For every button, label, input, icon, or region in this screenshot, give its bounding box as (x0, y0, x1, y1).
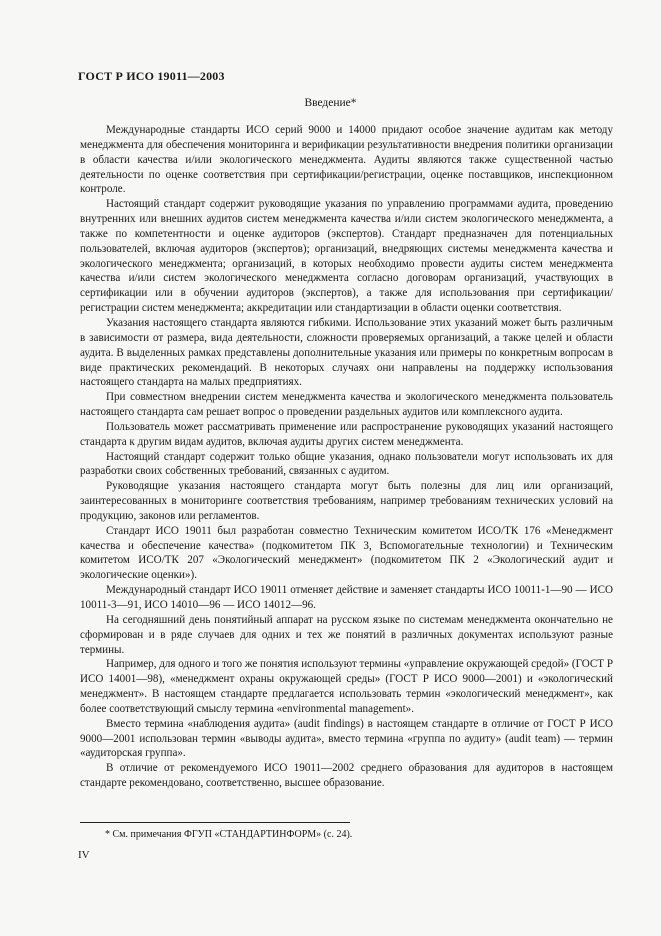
paragraph: Настоящий стандарт содержит только общие указания, однако пользователи могут использовать их для разработки своих собственных требований, связанных с аудитом. (80, 450, 613, 478)
paragraph: Стандарт ИСО 19011 был разработан совместно Техническим комитетом ИСО/ТК 176 «Менеджмент качества и обеспечение качества» (подкомитетом ПК 3, Вспомогательные технологии) и Техническим комитетом ИСО/ТК 207 «Экологический менеджмент» (подкомитетом ПК 2 «Экологический аудит и экологические оценки»). (80, 524, 613, 582)
paragraph: В отличие от рекомендуемого ИСО 19011—2002 среднего образования для аудиторов в настоящем стандарте рекомендовано, соответственно, высшее образование. (80, 762, 613, 790)
paragraph: Вместо термина «наблюдения аудита» (audit findings) в настоящем стандарте в отличие от ГОСТ Р ИСО 9000—2001 использован термин «выводы аудита», вместо термина «группа по аудиту» (audit team) — термин «аудиторская группа». (80, 717, 613, 760)
paragraph: Настоящий стандарт содержит руководящие указания по управлению программами аудита, проведению внутренних или внешних аудитов систем менеджмента качества и/или систем экологического менеджмента, а также по компетентности и оценке аудиторов (экспертов). Стандарт предназначен для потенциальных пользователей, включая аудиторов (экспертов); организаций, внедряющих системы менеджмента качества и экологического менеджмента; организаций, в которых необходимо провести аудиты систем менеджмента качества и/или систем экологического менеджмента согласно договорам организаций, участвующих в сертификации или в обучении аудиторов (экспертов), а также для использования при сертификации/регистрации систем менеджмента; аккредитации или стандартизации в области оценки соответствия. (80, 198, 613, 315)
paragraph: При совместном внедрении систем менеджмента качества и экологического менеджмента пользователь настоящего стандарта сам решает вопрос о проведении раздельных аудитов или комплексного аудита. (80, 391, 613, 419)
section-title: Введение* (304, 97, 357, 109)
footnote: * См. примечания ФГУП «СТАНДАРТИНФОРМ» (с. 24). (105, 829, 353, 840)
paragraph: Указания настоящего стандарта являются гибкими. Использование этих указаний может быть различным в зависимости от размера, вида деятельности, сложности проверяемых организаций, а также целей и области аудита. В выделенных рамках представлены дополнительные указания или примеры по конкретным вопросам в виде практических рекомендаций. В некоторых случаях они направлены на поддержку использования настоящего стандарта на малых предприятиях. (80, 316, 613, 389)
footnote-divider (80, 822, 350, 823)
paragraph: Например, для одного и того же понятия используют термины «управление окружающей средой» (ГОСТ Р ИСО 14001—98), «менеджмент охраны окружающей среды» (ГОСТ Р ИСО 9000—2001) и «экологический менеджмент». В настоящем стандарте предлагается использовать термин «экологический менеджмент», как более соответствующий смыслу термина «environmental management». (80, 658, 613, 715)
paragraph: Международные стандарты ИСО серий 9000 и 14000 придают особое значение аудитам как методу менеджмента для обеспечения мониторинга и верификации результативности внедрения политики организации в области качества и/или экологического менеджмента. Аудиты являются также существенной частью деятельности по оценке соответствия при сертификации/регистрации, оценке поставщиков, инспекционном контроле. (80, 124, 613, 196)
paragraph: Руководящие указания настоящего стандарта могут быть полезны для лиц или организаций, заинтересованных в мониторинге соответствия требованиям, например требованиям технических условий на продукцию, законов или регламентов. (80, 480, 613, 522)
paragraph: На сегодняшний день понятийный аппарат на русском языке по системам менеджмента окончательно не сформирован и в ряде случаев для одних и тех же понятий в различных документах используют разные термины. (80, 613, 613, 656)
paragraph: Международный стандарт ИСО 19011 отменяет действие и заменяет стандарты ИСО 10011-1—90 — ИСО 10011-3—91, ИСО 14010—96 — ИСО 14012—96. (80, 584, 613, 611)
document-header: ГОСТ Р ИСО 19011—2003 (78, 69, 225, 83)
paragraph: Пользователь может рассматривать применение или распространение руководящих указаний настоящего стандарта к другим видам аудитов, включая аудиты других систем менеджмента. (80, 420, 613, 448)
page-number: IV (78, 849, 90, 861)
body-text (80, 123, 613, 791)
